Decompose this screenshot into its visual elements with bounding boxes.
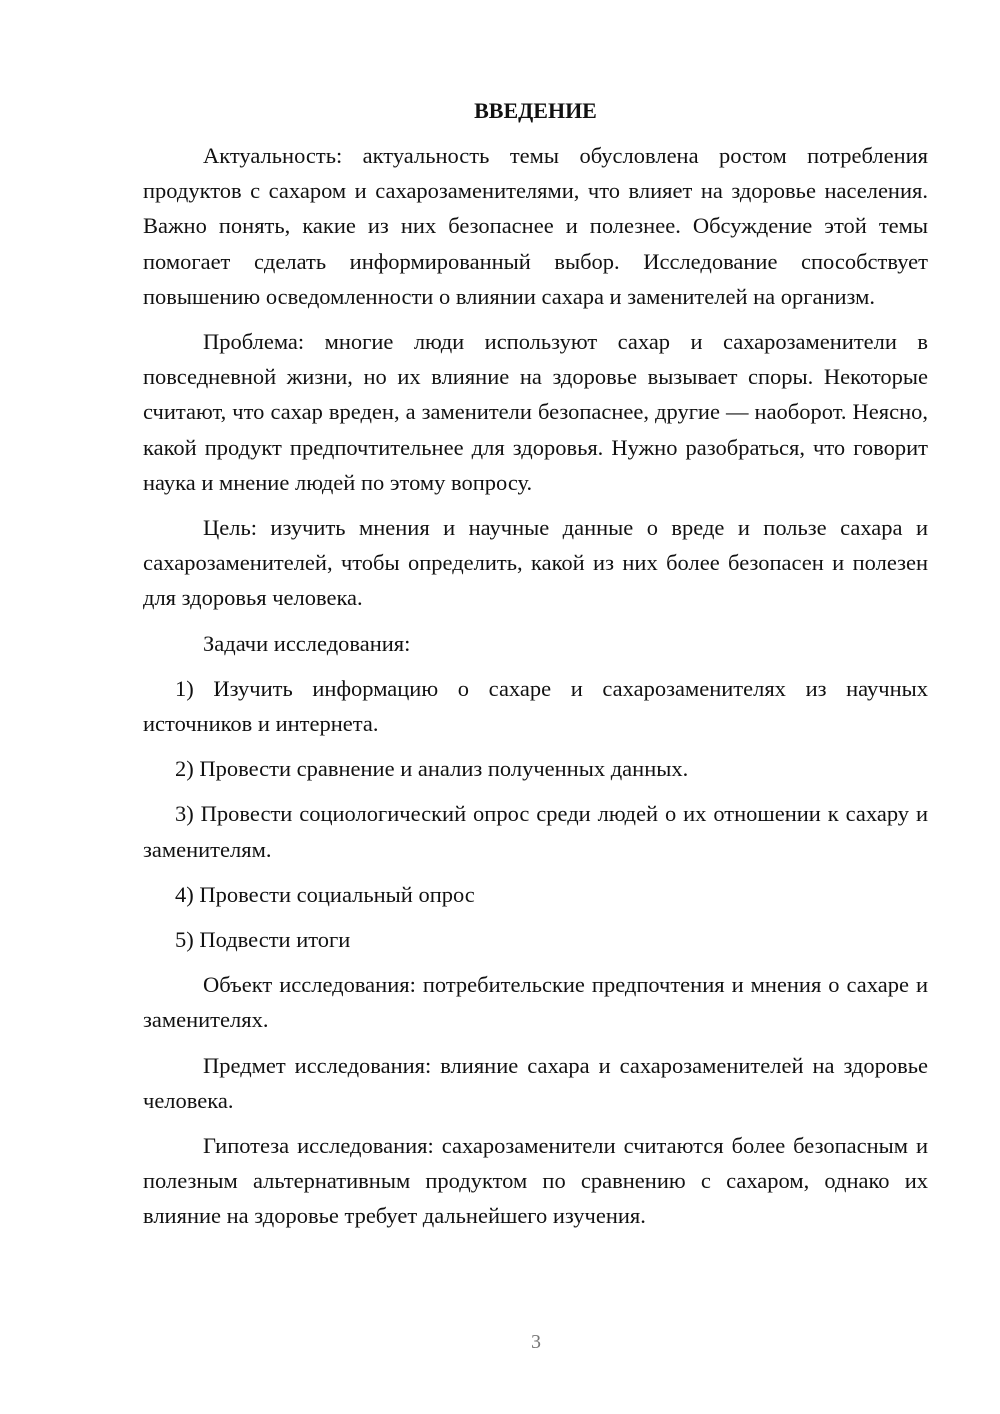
relevance-paragraph: Актуальность: актуальность темы обусловлена ростом потребления продуктов с сахаром и сахарозаменителями, что влияет на здоровье населения. Важно понять, какие из них безопаснее и полезнее. Обсуждение этой темы помогает сделать информированный выбор. Исследование способствует повышению осведомленности о влиянии сахара и заменителей на организм. (143, 143, 928, 309)
subject-paragraph: Предмет исследования: влияние сахара и сахарозаменителей на здоровье человека. (143, 1052, 928, 1113)
task-item-5: 5) Подвести итоги (175, 927, 351, 953)
task-item-1: 1) Изучить информацию о сахаре и сахарозаменителях из научных источников и интернета. (143, 675, 928, 737)
task-item-4: 4) Провести социальный опрос (175, 881, 475, 907)
problem-paragraph: Проблема: многие люди используют сахар и сахарозаменители в повседневной жизни, но их влияние на здоровье вызывает споры. Некоторые считают, что сахар вреден, а заменители безопаснее, другие — наоборот. Неясно, какой продукт предпочтительнее для здоровья. Нужно разобраться, что говорит наука и мнение людей по этому вопросу. (143, 329, 928, 495)
hypothesis-paragraph: Гипотеза исследования: сахарозаменители считаются более безопасным и полезным альтернативным продуктом по сравнению с сахаром, однако их влияние на здоровье требует дальнейшего изучения. (143, 1133, 928, 1229)
document-body (143, 93, 928, 1244)
tasks-heading: Задачи исследования: (203, 630, 411, 656)
object-paragraph: Объект исследования: потребительские предпочтения и мнения о сахаре и заменителях. (143, 972, 928, 1033)
page-number: 3 (531, 1331, 541, 1353)
page-title: ВВЕДЕНИЕ (474, 98, 597, 123)
task-item-2: 2) Провести сравнение и анализ полученных данных. (175, 756, 689, 782)
task-item-3: 3) Провести социологический опрос среди людей о их отношении к сахару и заменителям. (143, 801, 928, 862)
goal-paragraph: Цель: изучить мнения и научные данные о вреде и пользе сахара и сахарозаменителей, чтобы определить, какой из них более безопасен и полезен для здоровья человека. (143, 515, 928, 611)
